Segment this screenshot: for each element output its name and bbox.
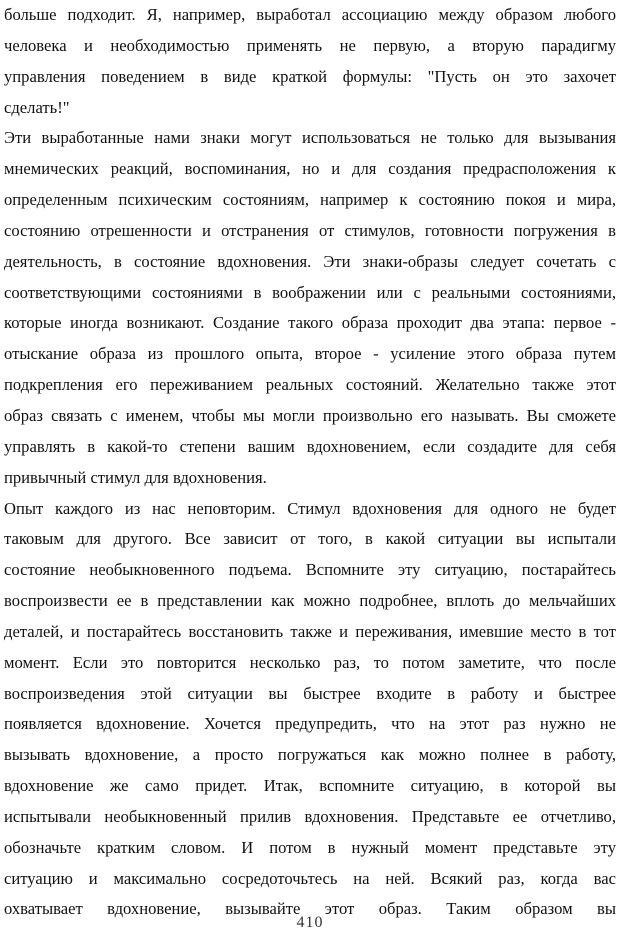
text-line: Опыт каждого из нас неповторим. Стимул вдохновения для одного не будет <box>4 498 616 518</box>
text-line: управлять в какой-то степени вашим вдохновением, если создадите для себя <box>4 436 616 456</box>
text-line: таковым для другого. Все зависит от того, в какой ситуации вы испытали <box>4 529 616 549</box>
text-line: подкрепления его переживанием реальных состояний. Желательно также этот <box>4 375 616 395</box>
text-line: определенным психическим состояниям, например к состоянию покоя и мира, <box>4 190 616 210</box>
text-line: ситуацию и максимально сосредоточьтесь на ней. Всякий раз, когда вас <box>4 868 616 888</box>
text-line: появляется вдохновение. Хочется предупредить, что на этот раз нужно не <box>4 714 616 734</box>
text-line: образ связать с именем, чтобы мы могли произвольно его называть. Вы сможете <box>4 405 616 425</box>
text-line: состоянию отрешенности и отстранения от стимулов, готовности погружения в <box>4 220 616 240</box>
text-line: деятельность, в состояние вдохновения. Эти знаки-образы следует сочетать с <box>4 251 616 271</box>
body-text <box>4 0 616 925</box>
text-line: вдохновение же само придет. Итак, вспомните ситуацию, в которой вы <box>4 776 616 796</box>
text-line: Эти выработанные нами знаки могут использоваться не только для вызывания <box>4 128 616 148</box>
text-line: воспроизведения этой ситуации вы быстрее входите в работу и быстрее <box>4 683 616 703</box>
page-number: 410 <box>296 914 324 931</box>
text-line: управления поведением в виде краткой формулы: "Пусть он это захочет <box>4 66 616 86</box>
text-line: привычный стимул для вдохновения. <box>4 467 267 487</box>
text-line: деталей, и постарайтесь восстановить также и переживания, имевшие место в тот <box>4 621 616 641</box>
text-line: сделать!" <box>4 97 70 117</box>
text-line: которые иногда возникают. Создание такого образа проходит два этапа: первое - <box>4 313 616 333</box>
text-line: человека и необходимостью применять не первую, а вторую парадигму <box>4 35 616 55</box>
text-line: мнемических реакций, воспоминания, но и для создания предрасположения к <box>4 159 616 179</box>
text-line: обозначьте кратким словом. И потом в нужный момент представьте эту <box>4 837 616 857</box>
text-line: соответствующими состояниями в воображении или с реальными состояниями, <box>4 282 616 302</box>
text-line: момент. Если это повторится несколько раз, то потом заметите, что после <box>4 652 616 672</box>
text-line: отыскание образа из прошлого опыта, второе - усиление этого образа путем <box>4 344 616 364</box>
text-line: больше подходит. Я, например, выработал ассоциацию между образом любого <box>4 5 616 24</box>
text-line: испытывали необыкновенный прилив вдохновения. Представьте ее отчетливо, <box>4 806 616 826</box>
text-line: вызывать вдохновение, а просто погружаться как можно полнее в работу, <box>4 745 616 765</box>
text-line: охватывает вдохновение, вызывайте этот образ. Таким образом вы <box>4 899 616 919</box>
text-line: воспроизвести ее в представлении как можно подробнее, вплоть до мельчайших <box>4 591 616 611</box>
text-line: состояние необыкновенного подъема. Вспомните эту ситуацию, постарайтесь <box>4 560 616 580</box>
